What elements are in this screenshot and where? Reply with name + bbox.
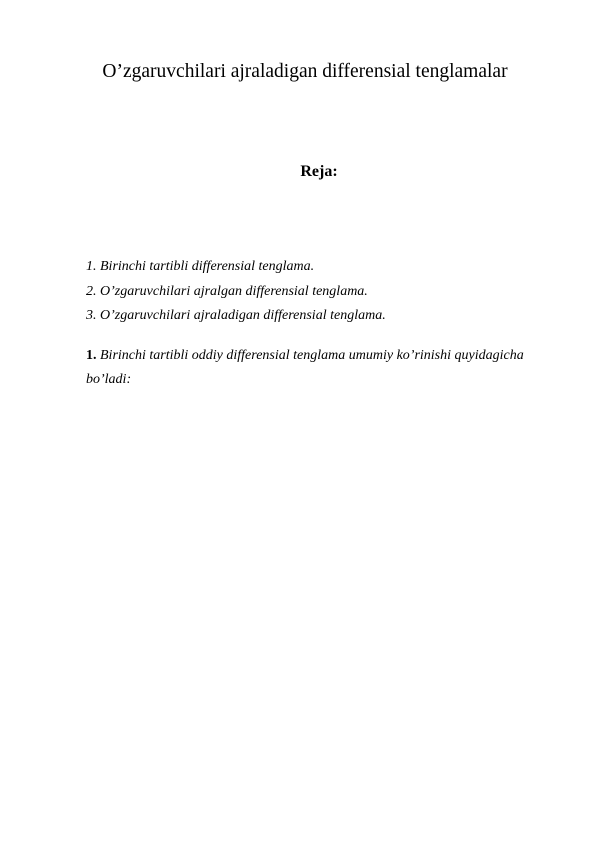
plan-item-text: O’zgaruvchilari ajraladigan differensial tenglama.	[100, 308, 386, 323]
plan-item	[86, 282, 526, 302]
plan-item-text: Birinchi tartibli differensial tenglama.	[100, 259, 315, 274]
plan-item-number: 3.	[86, 308, 97, 323]
plan-item-number: 2.	[86, 283, 97, 299]
plan-item-number: 1.	[86, 259, 97, 274]
plan-item	[86, 306, 526, 326]
plan-list	[86, 257, 526, 331]
plan-item	[86, 257, 526, 277]
body-paragraph	[86, 344, 526, 392]
paragraph-number: 1.	[86, 348, 97, 363]
plan-item-text: O’zgaruvchilari ajralgan differensial tenglama.	[100, 283, 368, 299]
document-title: O’zgaruvchilari ajraladigan differensial tenglamalar	[102, 61, 508, 82]
paragraph-text: Birinchi tartibli oddiy differensial tenglama umumiy ko’rinishi quyidagicha bo’ladi:	[86, 348, 524, 387]
plan-heading: Reja:	[300, 163, 338, 180]
